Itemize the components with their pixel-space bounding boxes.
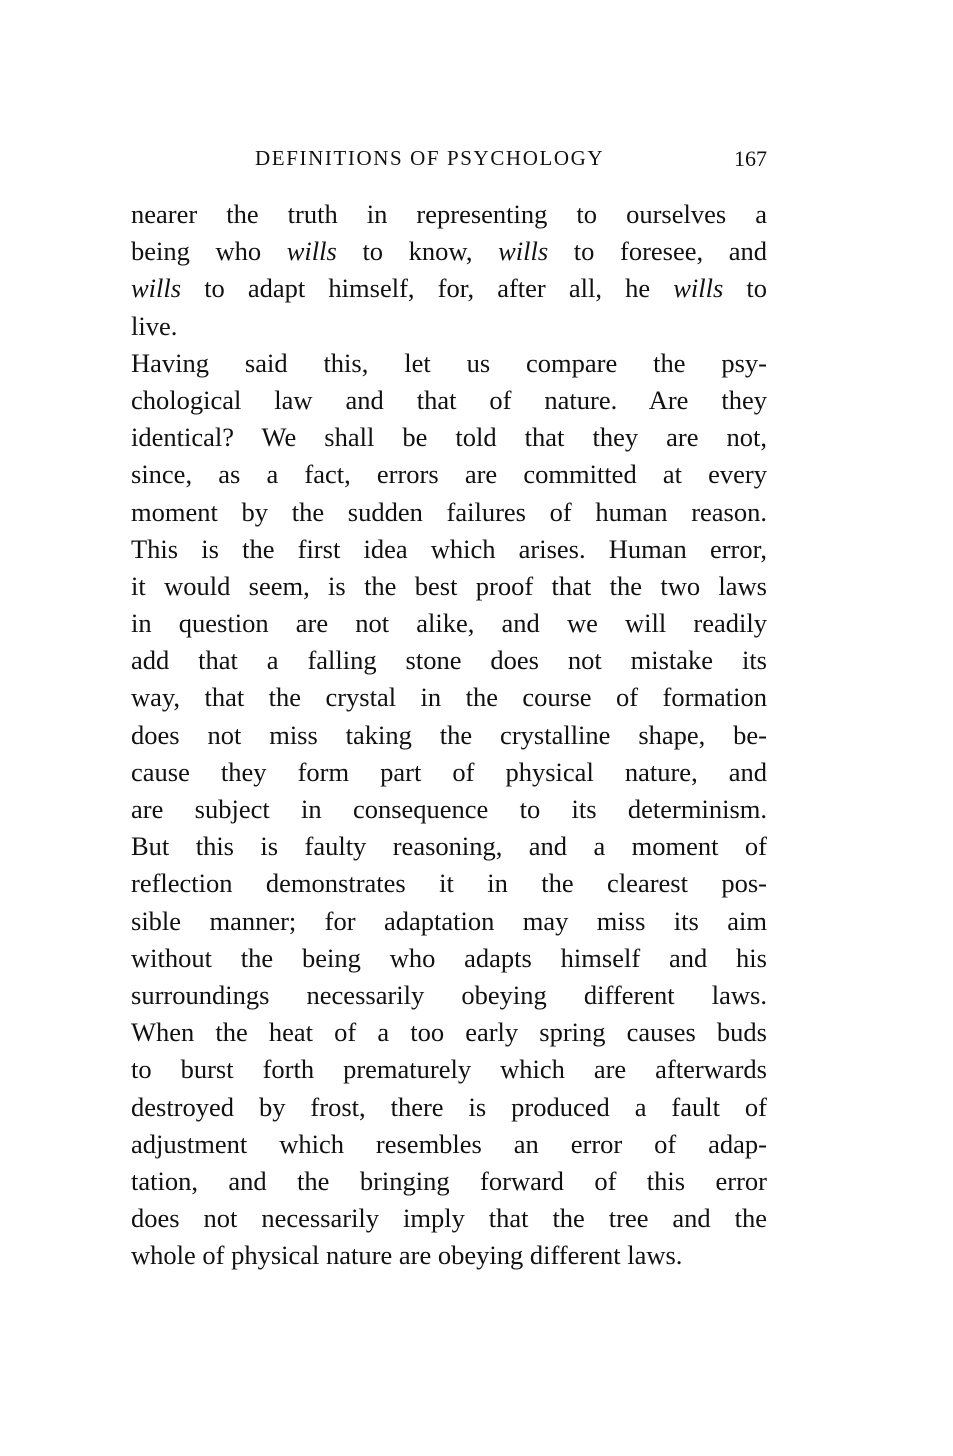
text-line: nearer the truth in representing to ourselves a (131, 199, 767, 229)
body-text (131, 196, 767, 1274)
text-line: cause they form part of physical nature, and (131, 756, 767, 787)
running-title: DEFINITIONS OF PSYCHOLOGY (255, 146, 605, 170)
text-span: being who (131, 236, 287, 267)
text-line (131, 270, 767, 307)
text-span: to (723, 273, 767, 304)
italic-word: wills (286, 236, 337, 267)
text-line: reflection demonstrates it in the clearest pos- (131, 868, 767, 899)
text-line: way, that the crystal in the course of formation (131, 682, 767, 713)
text-line: tation, and the bringing forward of this error (131, 1165, 767, 1196)
page-number: 167 (734, 146, 767, 171)
text-line: since, as a fact, errors are committed at every (131, 459, 767, 490)
text-line: Having said this, let us compare the psy- (131, 347, 767, 378)
text-line: to burst forth prematurely which are afterwards (131, 1054, 767, 1085)
text-line: it would seem, is the best proof that the two laws (131, 570, 767, 601)
text-line: adjustment which resembles an error of adap- (131, 1128, 767, 1159)
text-line: does not necessarily imply that the tree and the (131, 1203, 767, 1234)
text-line: chological law and that of nature. Are they (131, 384, 767, 415)
text-line: whole of physical nature are obeying different laws. (131, 1240, 683, 1271)
text-line: destroyed by frost, there is produced a fault of (131, 1091, 767, 1122)
italic-word: wills (673, 273, 724, 304)
text-line: surroundings necessarily obeying different laws. (131, 979, 767, 1010)
text-span: to know, (336, 236, 499, 267)
text-line: without the being who adapts himself and his (131, 942, 767, 973)
italic-word: wills (498, 236, 549, 267)
text-span: to foresee, and (548, 236, 767, 267)
text-line: This is the first idea which arises. Human error, (131, 533, 767, 564)
text-line: are subject in consequence to its determinism. (131, 794, 767, 824)
text-line: in question are not alike, and we will readily (131, 608, 767, 639)
text-line: add that a falling stone does not mistake its (131, 645, 767, 676)
text-line: does not miss taking the crystalline shape, be- (131, 719, 767, 750)
text-line: But this is faulty reasoning, and a moment of (131, 831, 767, 862)
text-line: When the heat of a too early spring causes buds (131, 1017, 767, 1048)
italic-word: wills (131, 273, 182, 304)
text-line: sible manner; for adaptation may miss its aim (131, 905, 767, 936)
text-line: identical? We shall be told that they are not, (131, 422, 767, 453)
text-line: moment by the sudden failures of human reason. (131, 496, 767, 527)
page-header (255, 146, 767, 180)
text-span: to adapt himself, for, after all, he (181, 273, 674, 304)
text-line: live. (131, 310, 178, 341)
text-line (131, 233, 767, 270)
